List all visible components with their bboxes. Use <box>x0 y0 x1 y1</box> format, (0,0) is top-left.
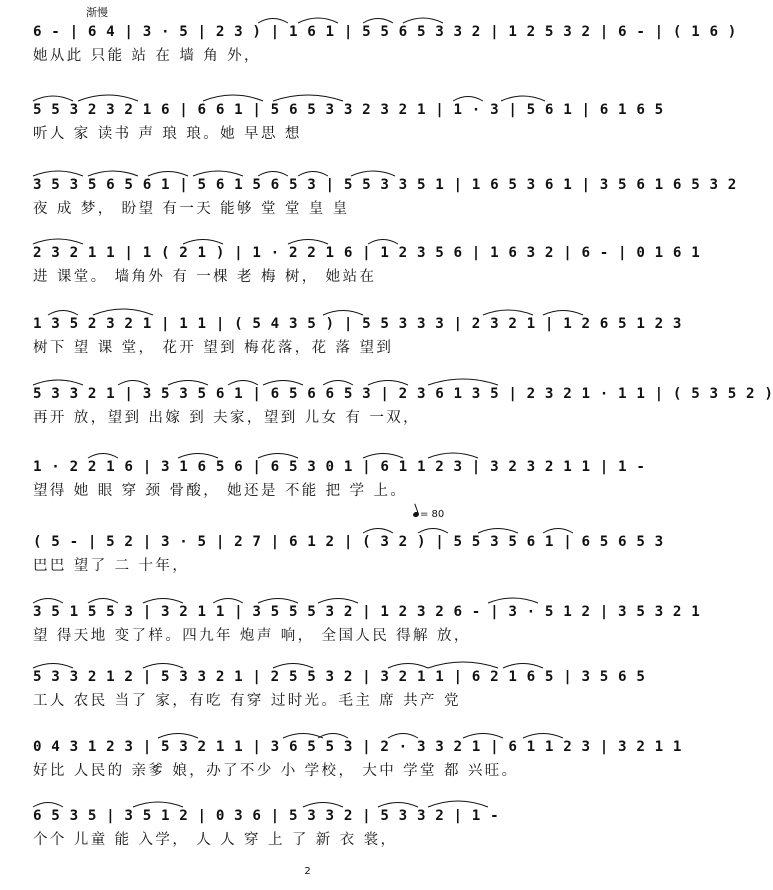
score-line-4 <box>0 243 701 313</box>
score-line-2 <box>0 100 664 170</box>
numbered-notation: 3 5 3 5 6 5 6 1 | 5 6 1 5 6 5 3 | 5 5 3 3 5 1 | 1 6 5 3 6 1 | 3 5 6 1 6 5 3 2 <box>33 177 737 193</box>
numbered-notation: 6 - | 6 4 | 3 · 5 | 2 3 ) | 1 6 1 | 5 5 6 5 3 3 2 | 1 2 5 3 2 | 6 - | ( 1 6 ) <box>33 24 737 40</box>
lyric-line: 望 得天地 变了样。四九年 炮声 响， 全国人民 得解 放， <box>33 628 471 644</box>
score-line-5 <box>0 314 683 384</box>
numbered-notation: ( 5 - | 5 2 | 3 · 5 | 2 7 | 6 1 2 | ( 3 2 ) | 5 5 3 5 6 1 | 6 5 6 5 3 <box>33 534 664 550</box>
score-line-8 <box>0 532 664 602</box>
numbered-notation: 1 · 2 2 1 6 | 3 1 6 5 6 | 6 5 3 0 1 | 6 1 1 2 3 | 3 2 3 2 1 1 | 1 - <box>33 459 646 475</box>
lyric-line: 夜 成 梦， 盼望 有一天 能够 堂 堂 皇 皇 <box>33 201 350 217</box>
lyric-line: 树下 望 课 堂， 花开 望到 梅花落，花 落 望到 <box>33 340 394 356</box>
lyric-line: 望得 她 眼 穿 颈 骨酸， 她还是 不能 把 学 上。 <box>33 483 408 499</box>
score-line-1 <box>0 22 737 92</box>
lyric-line: 个个 儿童 能 入学， 人 人 穿 上 了 新 衣 裳， <box>33 832 398 848</box>
lyric-line: 巴巴 望了 二 十年， <box>33 558 190 574</box>
score-line-7 <box>0 457 646 527</box>
lyric-line: 听人 家 读书 声 琅 琅。她 早思 想 <box>33 126 302 142</box>
page-number: 2 <box>304 866 311 877</box>
lyric-line: 再开 放，望到 出嫁 到 夫家，望到 儿女 有 一双， <box>33 410 421 426</box>
numbered-notation: 5 5 3 2 3 2 1 6 | 6 6 1 | 5 6 5 3 3 2 3 2 1 | 1 · 3 | 5 6 1 | 6 1 6 5 <box>33 102 664 118</box>
numbered-notation: 5 3 3 2 1 2 | 5 3 3 2 1 | 2 5 5 3 2 | 3 2 1 1 | 6 2 1 6 5 | 3 5 6 5 <box>33 669 646 685</box>
score-line-10 <box>0 667 646 737</box>
lyric-line: 她从此 只能 站 在 墙 角 外， <box>33 48 261 64</box>
numbered-notation: 3 5 1 5 5 3 | 3 2 1 1 | 3 5 5 5 3 2 | 1 2 3 2 6 - | 3 · 5 1 2 | 3 5 3 2 1 <box>33 604 701 620</box>
metronome-value: = 80 <box>420 509 445 520</box>
numbered-notation: 0 4 3 1 2 3 | 5 3 2 1 1 | 3 6 5 5 3 | 2 · 3 3 2 1 | 6 1 1 2 3 | 3 2 1 1 <box>33 739 683 755</box>
numbered-notation: 5 3 3 2 1 | 3 5 3 5 6 1 | 6 5 6 6 5 3 | 2 3 6 1 3 5 | 2 3 2 1 · 1 1 | ( 5 3 5 2 ) <box>33 386 773 402</box>
lyric-line: 工人 农民 当了 家，有吃 有穿 过时光。毛主 席 共产 党 <box>33 693 461 709</box>
score-line-6 <box>0 384 773 454</box>
lyric-line: 好比 人民的 亲爹 娘，办了不少 小 学校， 大中 学堂 都 兴旺。 <box>33 763 519 779</box>
tempo-mark-text: 渐慢 <box>86 6 108 19</box>
numbered-notation: 6 5 3 5 | 3 5 1 2 | 0 3 6 | 5 3 3 2 | 5 3 3 2 | 1 - <box>33 808 500 824</box>
numbered-notation: 1 3 5 2 3 2 1 | 1 1 | ( 5 4 3 5 ) | 5 5 3 3 3 | 2 3 2 1 | 1 2 6 5 1 2 3 <box>33 316 683 332</box>
numbered-notation: 2 3 2 1 1 | 1 ( 2 1 ) | 1 · 2 2 1 6 | 1 2 3 5 6 | 1 6 3 2 | 6 - | 0 1 6 1 <box>33 245 701 261</box>
lyric-line: 进 课堂。 墙角外 有 一棵 老 梅 树， 她站在 <box>33 269 377 285</box>
